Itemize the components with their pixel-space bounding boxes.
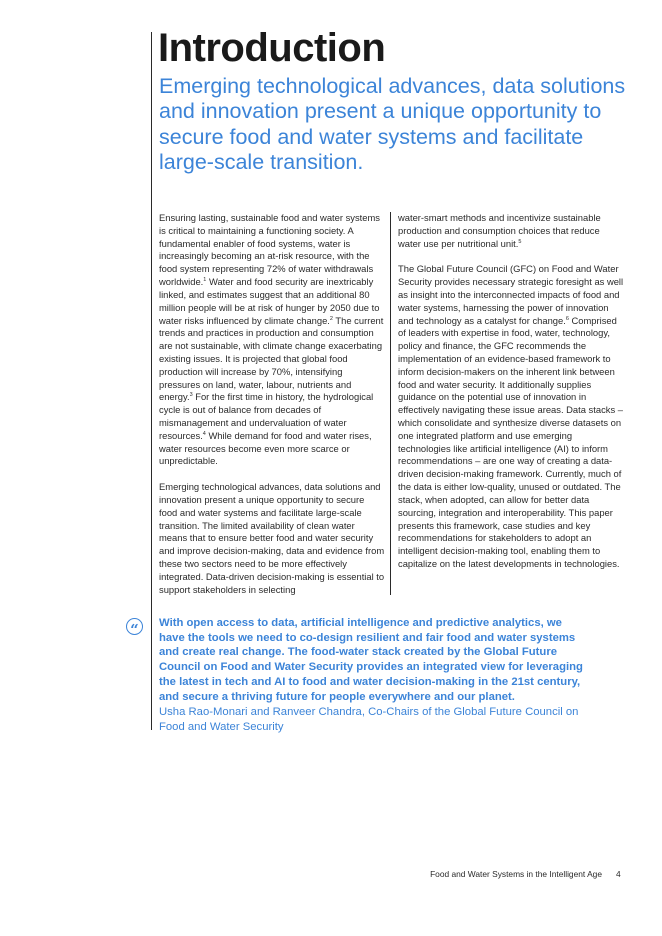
body-paragraph: water-smart methods and incentivize sustainable production and consumption choices that reduce water use per nutritional unit.$^5$ bbox=[398, 212, 601, 249]
body-column-right bbox=[398, 212, 624, 584]
column-divider bbox=[390, 212, 391, 595]
footer-document-title: Food and Water Systems in the Intelligent Age bbox=[430, 869, 602, 879]
footnote-ref[interactable]: 5 bbox=[518, 238, 522, 245]
quote-mark-icon: “ bbox=[126, 618, 143, 635]
body-paragraph: Emerging technological advances, data solutions and innovation present a unique opportunity to secure food and water systems and facilitate large-scale transition. The limited availability of clean water means that to ensure better food and water security and improve decision-making, data and evidence from these two sectors need to be more effectively integrated. Data-driven decision-making is essential to support stakeholders in selecting bbox=[159, 481, 385, 595]
footnote-ref[interactable]: 2 bbox=[329, 315, 333, 322]
pull-quote: With open access to data, artificial intelligence and predictive analytics, we have the tools we need to co-design resilient and fair food and water systems and create real change. The food-water stack created by the Global Future Council on Food and Water Security provides an integrated view for leveraging the latest in tech and AI to food and water decision-making in the 21st century, and secure a thriving future for people everywhere and our planet. bbox=[159, 617, 583, 703]
footnote-ref[interactable]: 1 bbox=[203, 277, 207, 284]
quote-attribution: Usha Rao-Monari and Ranveer Chandra, Co-Chairs of the Global Future Council on Food and Water Security bbox=[159, 706, 579, 733]
footer-page-number: 4 bbox=[616, 869, 621, 879]
body-paragraph: The Global Future Council (GFC) on Food and Water Security provides necessary strategic foresight as well as insight into the interconnected impacts of food and water systems, harnessing the power of innovation and technology as a catalyst for change.$^6$ Comprised of leaders with expertise in food, water, technology, policy and finance, the GFC recommends the implementation of an evidence-based framework to inform decision-makers on the inherent link between food and water security. It additionally supplies guidance on the potential use of innovation in effectively navigating these issue areas. Data stacks – which consolidate and synthesize diverse datasets on one integrated platform and use emerging technologies like artificial intelligence (AI) to inform recommendations – are one way of creating a data-driven decision-making framework. Currently, much of the data is either low-quality, unused or outdated. The stack, when adopted, can allow for better data sourcing, integration and interoperability. This paper presents this framework, case studies and key recommendations for stakeholders to adopt an intelligent decision-making tool, enabling them to capitalize on the latest developments in technologies. bbox=[398, 263, 624, 569]
footnote-ref[interactable]: 6 bbox=[565, 315, 569, 322]
lead-paragraph: Emerging technological advances, data solutions and innovation present a unique opportunity to secure food and water systems and facilitate large-scale transition. bbox=[159, 74, 626, 175]
footnote-ref[interactable]: 4 bbox=[202, 430, 206, 437]
left-vertical-rule bbox=[151, 32, 152, 730]
body-paragraph: Ensuring lasting, sustainable food and water systems is critical to maintaining a functioning society. A fundamental enabler of food systems, water is increasingly becoming an at-risk resource, with the food system representing 72% of water withdrawals worldwide.$^1$ Water and food security are inextricably linked, and estimates suggest that an additional 80 million people will be at risk of hunger by 2050 due to water risks influenced by climate change.$^2$ The current trends and practices in production and consumption are not sustainable, with climate change exacerbating existing issues. It is projected that global food production will increase by 70%, intensifying pressures on land, water, labour, nutrients and energy.$^3$ For the first time in history, the hydrological cycle is out of balance from decades of mismanagement and undervaluation of water resources.$^4$ While demand for food and water rises, water resources become even more scarce or unpredictable. bbox=[159, 212, 384, 467]
page-title: Introduction bbox=[158, 26, 386, 70]
footnote-ref[interactable]: 3 bbox=[189, 392, 193, 399]
body-column-left bbox=[159, 212, 385, 609]
